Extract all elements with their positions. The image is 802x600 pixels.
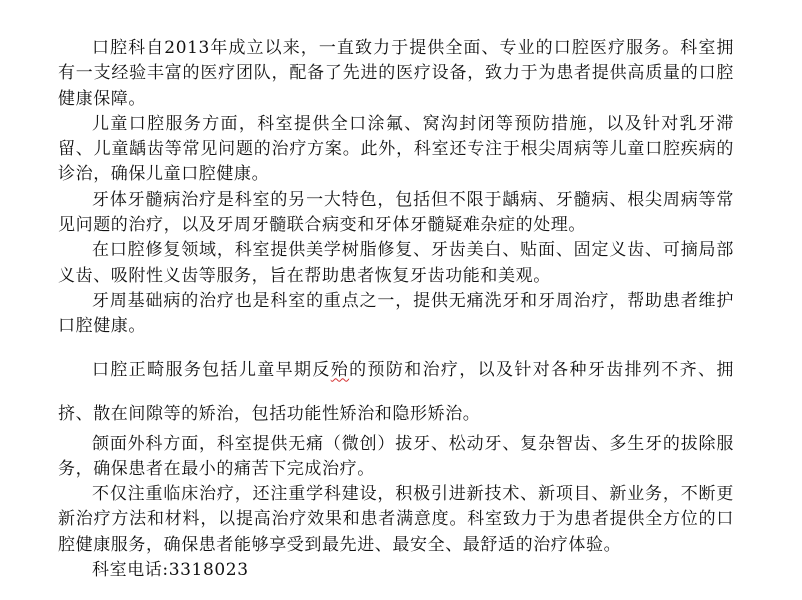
paragraph-prosthodontics: 在口腔修复领域，科室提供美学树脂修复、牙齿美白、贴面、固定义齿、可摘局部义齿、吸附性义齿等服务，旨在帮助患者恢复牙齿功能和美观。 bbox=[58, 240, 734, 286]
paragraph-development: 不仅注重临床治疗，还注重学科建设，积极引进新技术、新项目、新业务，不断更新治疗方法和材料，以提高治疗效果和患者满意度。科室致力于为患者提供全方位的口腔健康服务，确保患者能够享受到最先进、最安全、最舒适的治疗体验。 bbox=[58, 484, 734, 555]
spellcheck-flagged-word[interactable]: 殆 bbox=[330, 359, 350, 380]
paragraph-periodontics: 牙周基础病的治疗也是科室的重点之一，提供无痛洗牙和牙周治疗，帮助患者维护口腔健康。 bbox=[58, 290, 734, 337]
ortho-text-after: 的预防和治疗，以及针对各种牙齿排列不齐、拥挤、散在间隙等的矫治，包括功能性矫治和隐形矫治。 bbox=[58, 359, 734, 424]
paragraph-pediatric: 儿童口腔服务方面，科室提供全口涂氟、窝沟封闭等预防措施，以及针对乳牙滞留、儿童龋齿等常见问题的治疗方案。此外，科室还专注于根尖周病等儿童口腔疾病的诊治，确保儿童口腔健康。 bbox=[58, 113, 734, 185]
department-phone: 科室电话:3318023 bbox=[92, 560, 249, 581]
paragraph-endodontics: 牙体牙髓病治疗是科室的另一大特色，包括但不限于龋病、牙髓病、根尖周病等常见问题的治疗，以及牙周牙髓联合病变和牙体牙髓疑难杂症的处理。 bbox=[58, 189, 734, 236]
paragraph-maxillofacial: 颌面外科方面，科室提供无痛（微创）拔牙、松动牙、复杂智齿、多生牙的拔除服务，确保患者在最小的痛苦下完成治疗。 bbox=[58, 433, 734, 479]
ortho-text-before: 口腔正畸服务包括儿童早期反 bbox=[92, 359, 331, 380]
document-body bbox=[58, 36, 734, 583]
paragraph-intro: 口腔科自2013年成立以来，一直致力于提供全面、专业的口腔医疗服务。科室拥有一支经验丰富的医疗团队，配备了先进的医疗设备，致力于为患者提供高质量的口腔健康保障。 bbox=[58, 38, 734, 109]
paragraph-orthodontics bbox=[58, 348, 734, 436]
